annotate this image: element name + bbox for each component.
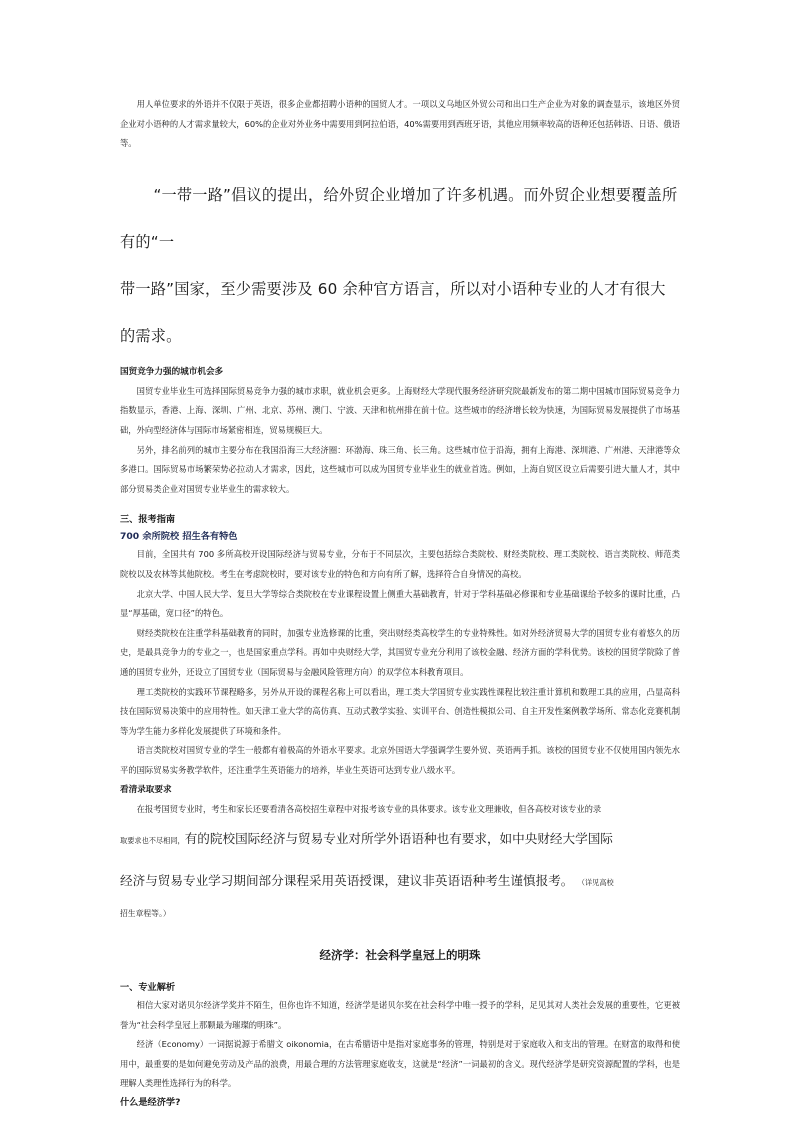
heading-city-opportunities: 国贸竞争力强的城市机会多 [120, 366, 224, 377]
heading-major-analysis: 一、专业解析 [120, 982, 176, 994]
admission-line-2-text: 经济与贸易专业学习期间部分课程采用英语授课，建议非英语语种考生谨慎报考。 [120, 873, 574, 889]
highlight-line-2: 带一路”国家，至少需要涉及 60 余种官方语言，所以对小语种专业的人才有很大的需求。 [120, 279, 666, 345]
document-page [120, 95, 680, 1111]
admission-small-text: 取要求也不尽相同， [120, 836, 185, 846]
paragraph-comprehensive-schools: 北京大学、中国人民大学、复旦大学等综合类院校在专业课程设置上侧重大基础教育，针对于学科基础必修课和专业基础课给予较多的课时比重，凸显“厚基础，宽口径”的特色。 [120, 588, 680, 619]
section-title-economics: 经济学：社会科学皇冠上的明珠 [319, 948, 481, 963]
paragraph-engineering-schools: 理工类院校的实践环节课程略多，另外从开设的课程名称上可以看出，理工类大学国贸专业实践性课程比较注重计算机和数理工具的应用，凸显高科技在国际贸易决策中的应用特性。如天津工业大学的高仿真、互动式教学实验、实训平台、创造性模拟公司、自主开发性案例教学场所、常态化竞赛机制等为学生能力多样化发展提供了环境和条件。 [120, 686, 680, 736]
paragraph-city-2: 另外，排名前列的城市主要分布在我国沿海三大经济圈：环渤海、珠三角、长三角。这些城市位于沿海，拥有上海港、深圳港、广州港、天津港等众多港口。国际贸易市场繁荣势必拉动人才需求，因此，这些城市可以成为国贸专业毕业生的就业首选。例如，上海自贸区设立后需要引进大量人才，其中部分贸易类企业对国贸专业毕业生的需求较大。 [120, 444, 680, 494]
paragraph-700-schools: 目前，全国共有 700 多所高校开设国际经济与贸易专业，分布于不同层次，主要包括综合类院校、财经类院校、理工类院校、语言类院校、师范类院校以及农林等其他院校。考生在考虑院校时，要对该专业的特色和方向有所了解，选择符合自身情况的高校。 [120, 549, 680, 579]
admission-note: （详见高校 [581, 878, 614, 888]
paragraph-admission-requirements: 在报考国贸专业时，考生和家长还要看清各高校招生章程中对报考该专业的具体要求。该专业文理兼收，但各高校对该专业的录 [136, 804, 602, 815]
heading-700-schools: 700 余所院校 招生各有特色 [120, 531, 238, 543]
paragraph-language-schools: 语言类院校对国贸专业的学生一般都有着极高的外语水平要求。北京外国语大学强调学生要外贸、英语两手抓。该校的国贸专业不仅使用国内领先水平的国际贸易实务教学软件，还注重学生英语能力的培养，毕业生英语可达到专业八级水平。 [120, 745, 680, 775]
admission-line-3: 招生章程等。） [120, 909, 171, 919]
paragraph-foreign-language-demand: 用人单位要求的外语并不仅限于英语，很多企业都招聘小语种的国贸人才。一项以义乌地区外贸公司和出口生产企业为对象的调查显示，该地区外贸企业对小语种的人才需求量较大，60%的企业对外业务中需要用到阿拉伯语，40%需要用到西班牙语，其他应用频率较高的语种还包括韩语、日语、俄语等。 [120, 99, 680, 149]
paragraph-city-1: 国贸专业毕业生可选择国际贸易竞争力强的城市求职，就业机会更多。上海财经大学现代服务经济研究院最新发布的第二期中国城市国际贸易竞争力指数显示，香港、上海、深圳、广州、北京、苏州、澳门、宁波、天津和杭州排在前十位。这些城市的经济增长较为快速，为国际贸易发展提供了市场基础，外向型经济体与国际市场紧密相连，贸易规模巨大。 [120, 385, 680, 435]
paragraph-nobel: 相信大家对诺贝尔经济学奖并不陌生，但你也许不知道，经济学是诺贝尔奖在社会科学中唯一授予的学科，足见其对人类社会发展的重要性，它更被誉为“社会科学皇冠上那颗最为璀璨的明珠”。 [120, 1000, 680, 1030]
highlight-line-1: “一带一路”倡议的提出，给外贸企业增加了许多机遇。而外贸企业想要覆盖所有的“一 [120, 185, 678, 251]
admission-large-text: 有的院校国际经济与贸易专业对所学外语语种也有要求，如中央财经大学国际 [184, 831, 613, 847]
admission-mixed-line [120, 820, 680, 860]
paragraph-economy-origin: 经济（Economy）一词据说源于希腊文 oikonomia，在古希腊语中是指对家庭事务的管理，特别是对于家庭收入和支出的管理。在财富的取得和使用中，最重要的是如何避免劳动及产品的浪费，用最合理的方法管理家庭收支，这就是“经济”一词最初的含义。现代经济学是研究资源配置的学科，也是理解人类理性选择行为的科学。 [120, 1039, 680, 1089]
heading-what-is-economics: 什么是经济学? [120, 1097, 181, 1109]
admission-line-2 [120, 860, 680, 903]
paragraph-finance-schools: 财经类院校在注重学科基础教育的同时，加强专业选修课的比重，突出财经类高校学生的专业特殊性。如对外经济贸易大学的国贸专业有着悠久的历史，是最具竞争力的专业之一，也是国家重点学科。再如中央财经大学，其国贸专业充分利用了该校金融、经济方面的学科优势。该校的国贸学院除了普通的国贸专业外，还设立了国贸专业（国际贸易与金融风险管理方向）的双学位本科教育项目。 [120, 627, 680, 677]
heading-application-guide: 三、报考指南 [120, 514, 176, 526]
heading-admission-requirements: 看清录取要求 [120, 785, 172, 796]
